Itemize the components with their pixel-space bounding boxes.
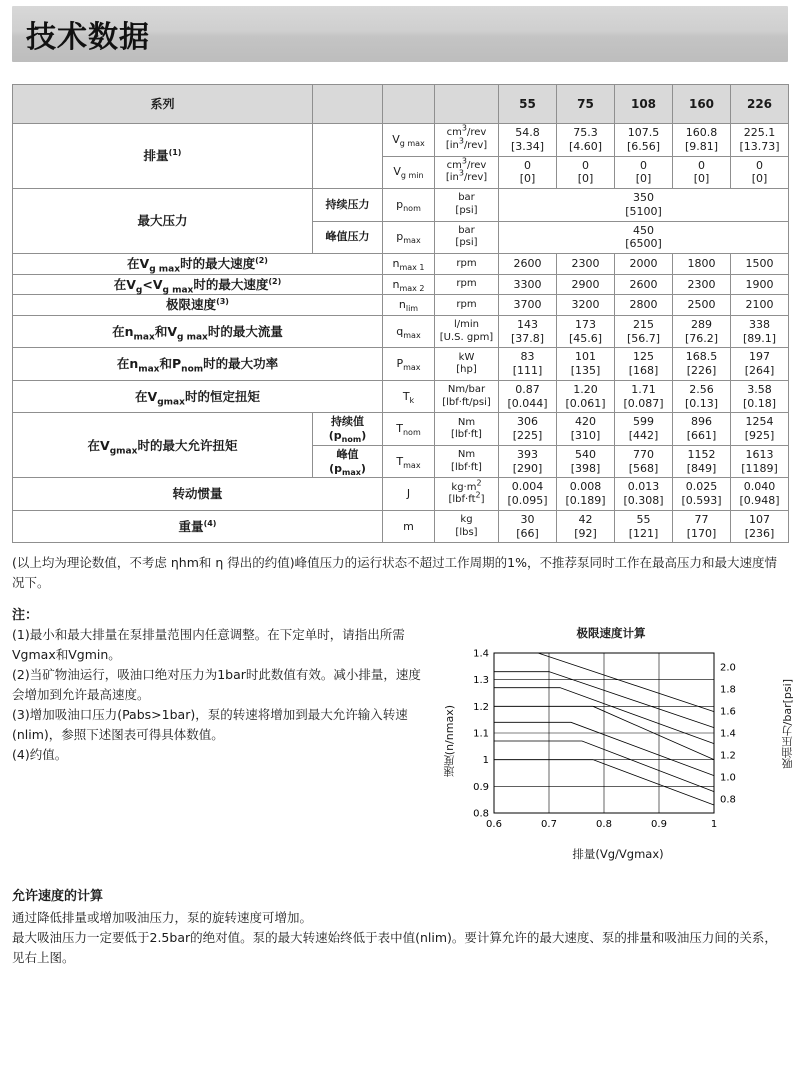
cell-value: 1613 [1189] xyxy=(731,445,789,478)
row-symbol-Tmax: $T_{max}$ xyxy=(383,445,435,478)
column-header-75: 75 xyxy=(557,85,615,124)
cell-value: 2900 xyxy=(557,274,615,295)
row-label-nlim: 极限速度$^{(3)}$ xyxy=(13,295,383,316)
chart-xlabel: 排量(Vg/Vgmax) xyxy=(572,847,664,862)
spec-table-wrap xyxy=(12,84,788,543)
table-row xyxy=(13,254,789,275)
cell-value: 599 [442] xyxy=(615,413,673,446)
cell-value: 420 [310] xyxy=(557,413,615,446)
row-unit: kg [lbs] xyxy=(435,510,499,543)
cell-value: 2300 xyxy=(673,274,731,295)
table-row xyxy=(13,348,789,381)
row-symbol-Pmax: $P_{max}$ xyxy=(383,348,435,381)
cell-value: 0 [0] xyxy=(615,156,673,189)
cell-value: 0.87 [0.044] xyxy=(499,380,557,413)
svg-text:1.3: 1.3 xyxy=(473,675,489,687)
svg-text:0.9: 0.9 xyxy=(651,819,667,831)
row-symbol-J: J xyxy=(383,478,435,511)
cell-value: 55 [121] xyxy=(615,510,673,543)
row-unit: rpm xyxy=(435,274,499,295)
svg-text:1: 1 xyxy=(710,819,718,831)
cell-value: 2600 xyxy=(499,254,557,275)
cell-value: 0.008 [0.189] xyxy=(557,478,615,511)
cell-value: 54.8 [3.34] xyxy=(499,124,557,157)
svg-text:0.6: 0.6 xyxy=(486,819,502,831)
chart-column xyxy=(434,625,794,875)
row-label-inertia: 转动惯量 xyxy=(13,478,383,511)
cell-value: 289 [76.2] xyxy=(673,315,731,348)
row-unit: rpm xyxy=(435,295,499,316)
series-label: 系列 xyxy=(13,85,313,124)
row-unit: Nm/bar [lbf·ft/psi] xyxy=(435,380,499,413)
cell-value: 1152 [849] xyxy=(673,445,731,478)
row-unit: Nm [lbf·ft] xyxy=(435,413,499,446)
row-label-nmax2: 在$V_g<V_{g max}$时的最大速度$^{(2)}$ xyxy=(13,274,383,295)
row-unit: $cm^3$/rev $[in^3/rev]$ xyxy=(435,156,499,189)
chart-xtick-labels xyxy=(486,819,717,830)
row-sub-peak: 峰值压力 xyxy=(313,221,383,254)
cell-value: 0.013 [0.308] xyxy=(615,478,673,511)
cell-value: 42 [92] xyxy=(557,510,615,543)
cell-value: 1.71 [0.087] xyxy=(615,380,673,413)
cell-value: 1900 xyxy=(731,274,789,295)
bottom-paragraph: 最大吸油压力一定要低于2.5bar的绝对值。泵的最大转速始终低于表中值(nlim)。要计算允许的最大速度、泵的排量和吸油压力间的关系，见右上图。 xyxy=(12,930,777,966)
column-header-160: 160 xyxy=(673,85,731,124)
cell-value: 75.3 [4.60] xyxy=(557,124,615,157)
technical-data-page xyxy=(0,6,800,968)
row-unit: bar [psi] xyxy=(435,189,499,222)
cell-value: 1254 [925] xyxy=(731,413,789,446)
row-label-max-allowed-torque: 在$V_{gmax}$时的最大允许扭矩 xyxy=(13,413,313,478)
cell-value: 30 [66] xyxy=(499,510,557,543)
svg-text:1.4: 1.4 xyxy=(473,648,489,660)
cell-value: 215 [56.7] xyxy=(615,315,673,348)
row-sub-continuous-value: 持续值 $(p_{nom})$ xyxy=(313,413,383,446)
svg-text:0.8: 0.8 xyxy=(596,819,612,831)
svg-text:0.7: 0.7 xyxy=(541,819,557,831)
row-unit: l/min [U.S. gpm] xyxy=(435,315,499,348)
table-row xyxy=(13,315,789,348)
cell-value: 225.1 [13.73] xyxy=(731,124,789,157)
cell-value: 160.8 [9.81] xyxy=(673,124,731,157)
row-symbol-pmax: $p_{max}$ xyxy=(383,221,435,254)
cell-value: 393 [290] xyxy=(499,445,557,478)
cell-value-merged: 450 [6500] xyxy=(499,221,789,254)
chart-gridlines xyxy=(494,653,714,813)
row-symbol-Tnom: $T_{nom}$ xyxy=(383,413,435,446)
note-item: (4)约值。 xyxy=(12,747,68,763)
cell-value: 0.004 [0.095] xyxy=(499,478,557,511)
svg-text:1.0: 1.0 xyxy=(720,772,736,784)
table-row xyxy=(13,124,789,157)
spec-table xyxy=(12,84,789,543)
row-sub-continuous: 持续压力 xyxy=(313,189,383,222)
row-symbol-nmax1: $n_{max 1}$ xyxy=(383,254,435,275)
cell-value: 338 [89.1] xyxy=(731,315,789,348)
svg-text:1.1: 1.1 xyxy=(473,728,489,740)
table-header-row xyxy=(13,85,789,124)
row-label-displacement: 排量$^{(1)}$ xyxy=(13,124,313,189)
svg-text:1: 1 xyxy=(482,755,489,767)
chart-ylabel: 速度(n/nmax) xyxy=(443,705,456,778)
note-item: (3)增加吸油口压力(Pabs>1bar)，泵的转速将增加到最大允许输入转速(nlim)，参照下述图表可得具体数值。 xyxy=(12,707,408,743)
cell-value: 1.20 [0.061] xyxy=(557,380,615,413)
svg-text:1.2: 1.2 xyxy=(720,750,736,762)
svg-text:1.4: 1.4 xyxy=(720,728,736,740)
table-row xyxy=(13,189,789,222)
row-unit: $cm^3$/rev $[in^3/rev]$ xyxy=(435,124,499,157)
cell-value: 2.56 [0.13] xyxy=(673,380,731,413)
row-label-tk: 在$V_{gmax}$时的恒定扭矩 xyxy=(13,380,383,413)
row-unit: bar [psi] xyxy=(435,221,499,254)
row-unit: $kg\cdot m^2$ $[lbf\cdot ft^2]$ xyxy=(435,478,499,511)
row-symbol-nmax2: $n_{max 2}$ xyxy=(383,274,435,295)
cell-value: 107 [236] xyxy=(731,510,789,543)
cell-value: 3.58 [0.18] xyxy=(731,380,789,413)
row-label-nmax1: 在$V_{g max}$时的最大速度$^{(2)}$ xyxy=(13,254,383,275)
row-symbol-nlim: $n_{lim}$ xyxy=(383,295,435,316)
notes-and-chart xyxy=(12,625,794,875)
table-footnote: (以上均为理论数值，不考虑 ηhm和 η 得出的约值)峰值压力的运行状态不超过工作周期的1%，不推荐泵同时工作在最高压力和最大速度情况下。 xyxy=(12,555,777,590)
cell-value: 770 [568] xyxy=(615,445,673,478)
note-item: (1)最小和最大排量在泵排量范围内任意调整。在下定单时，请指出所需Vgmax和Vgmin。 xyxy=(12,627,405,663)
column-header-226: 226 xyxy=(731,85,789,124)
row-unit: rpm xyxy=(435,254,499,275)
header-blank-sub xyxy=(313,85,383,124)
bottom-section xyxy=(12,885,788,968)
row-sub-peak-value: 峰值 $(p_{max})$ xyxy=(313,445,383,478)
table-row xyxy=(13,380,789,413)
notes-title: 注： xyxy=(12,608,39,624)
cell-value: 0 [0] xyxy=(673,156,731,189)
row-label-qmax: 在$n_{max}$和$V_{g max}$时的最大流量 xyxy=(13,315,383,348)
row-label-max-pressure: 最大压力 xyxy=(13,189,313,254)
cell-value: 2800 xyxy=(615,295,673,316)
cell-value: 2600 xyxy=(615,274,673,295)
bottom-title: 允许速度的计算 xyxy=(12,889,104,905)
cell-value: 0.025 [0.593] xyxy=(673,478,731,511)
chart-ytick-labels xyxy=(473,649,489,820)
cell-value: 896 [661] xyxy=(673,413,731,446)
cell-value: 1800 xyxy=(673,254,731,275)
cell-value: 3200 xyxy=(557,295,615,316)
note-item: (2)当矿物油运行，吸油口绝对压力为1bar时此数值有效。减小排量，速度会增加到允许最高速度。 xyxy=(12,667,421,703)
svg-text:2.0: 2.0 xyxy=(720,662,736,674)
chart-svg xyxy=(448,643,788,843)
row-symbol-m: m xyxy=(383,510,435,543)
column-header-108: 108 xyxy=(615,85,673,124)
cell-value: 2500 xyxy=(673,295,731,316)
svg-text:1.6: 1.6 xyxy=(720,706,736,718)
cell-value: 2300 xyxy=(557,254,615,275)
cell-value: 197 [264] xyxy=(731,348,789,381)
table-row xyxy=(13,510,789,543)
cell-value: 0.040 [0.948] xyxy=(731,478,789,511)
row-label-weight: 重量$^{(4)}$ xyxy=(13,510,383,543)
cell-value: 1500 xyxy=(731,254,789,275)
cell-value: 3700 xyxy=(499,295,557,316)
svg-text:0.9: 0.9 xyxy=(473,781,489,793)
limit-speed-chart xyxy=(443,643,794,862)
cell-value: 2100 xyxy=(731,295,789,316)
cell-value: 306 [225] xyxy=(499,413,557,446)
cell-value: 107.5 [6.56] xyxy=(615,124,673,157)
cell-value: 168.5 [226] xyxy=(673,348,731,381)
row-unit: Nm [lbf·ft] xyxy=(435,445,499,478)
cell-value: 540 [398] xyxy=(557,445,615,478)
cell-value: 143 [37.8] xyxy=(499,315,557,348)
table-row xyxy=(13,478,789,511)
chart-ylabel-right: 吸油压力/bar[psi] xyxy=(781,679,794,770)
table-row xyxy=(13,413,789,446)
chart-right-tick-labels xyxy=(720,663,736,806)
row-symbol-qmax: $q_{max}$ xyxy=(383,315,435,348)
column-header-55: 55 xyxy=(499,85,557,124)
cell-value: 125 [168] xyxy=(615,348,673,381)
cell-value-merged: 350 [5100] xyxy=(499,189,789,222)
cell-value: 101 [135] xyxy=(557,348,615,381)
chart-title: 极限速度计算 xyxy=(576,626,646,641)
row-symbol-pnom: $p_{nom}$ xyxy=(383,189,435,222)
row-symbol-Tk: $T_k$ xyxy=(383,380,435,413)
page-title: 技术数据 xyxy=(26,20,150,55)
cell-value: 2000 xyxy=(615,254,673,275)
table-row xyxy=(13,295,789,316)
row-unit: kW [hp] xyxy=(435,348,499,381)
svg-text:1.8: 1.8 xyxy=(720,684,736,696)
cell-value: 0 [0] xyxy=(557,156,615,189)
header-blank-unit xyxy=(435,85,499,124)
svg-text:1.2: 1.2 xyxy=(473,701,489,713)
row-label-pmax-power: 在$n_{max}$和$P_{nom}$时的最大功率 xyxy=(13,348,383,381)
svg-text:0.8: 0.8 xyxy=(720,794,736,806)
header-blank-symbol xyxy=(383,85,435,124)
cell-value: 77 [170] xyxy=(673,510,731,543)
svg-text:0.8: 0.8 xyxy=(473,808,489,820)
row-sub-empty xyxy=(313,124,383,189)
cell-value: 3300 xyxy=(499,274,557,295)
row-symbol-vgmax: $V_{g max}$ xyxy=(383,124,435,157)
page-banner xyxy=(12,6,788,62)
cell-value: 173 [45.6] xyxy=(557,315,615,348)
cell-value: 83 [111] xyxy=(499,348,557,381)
notes-column xyxy=(12,625,424,875)
bottom-paragraph: 通过降低排量或增加吸油压力，泵的旋转速度可增加。 xyxy=(12,910,313,926)
cell-value: 0 [0] xyxy=(499,156,557,189)
row-symbol-vgmin: $V_{g min}$ xyxy=(383,156,435,189)
table-row xyxy=(13,274,789,295)
cell-value: 0 [0] xyxy=(731,156,789,189)
